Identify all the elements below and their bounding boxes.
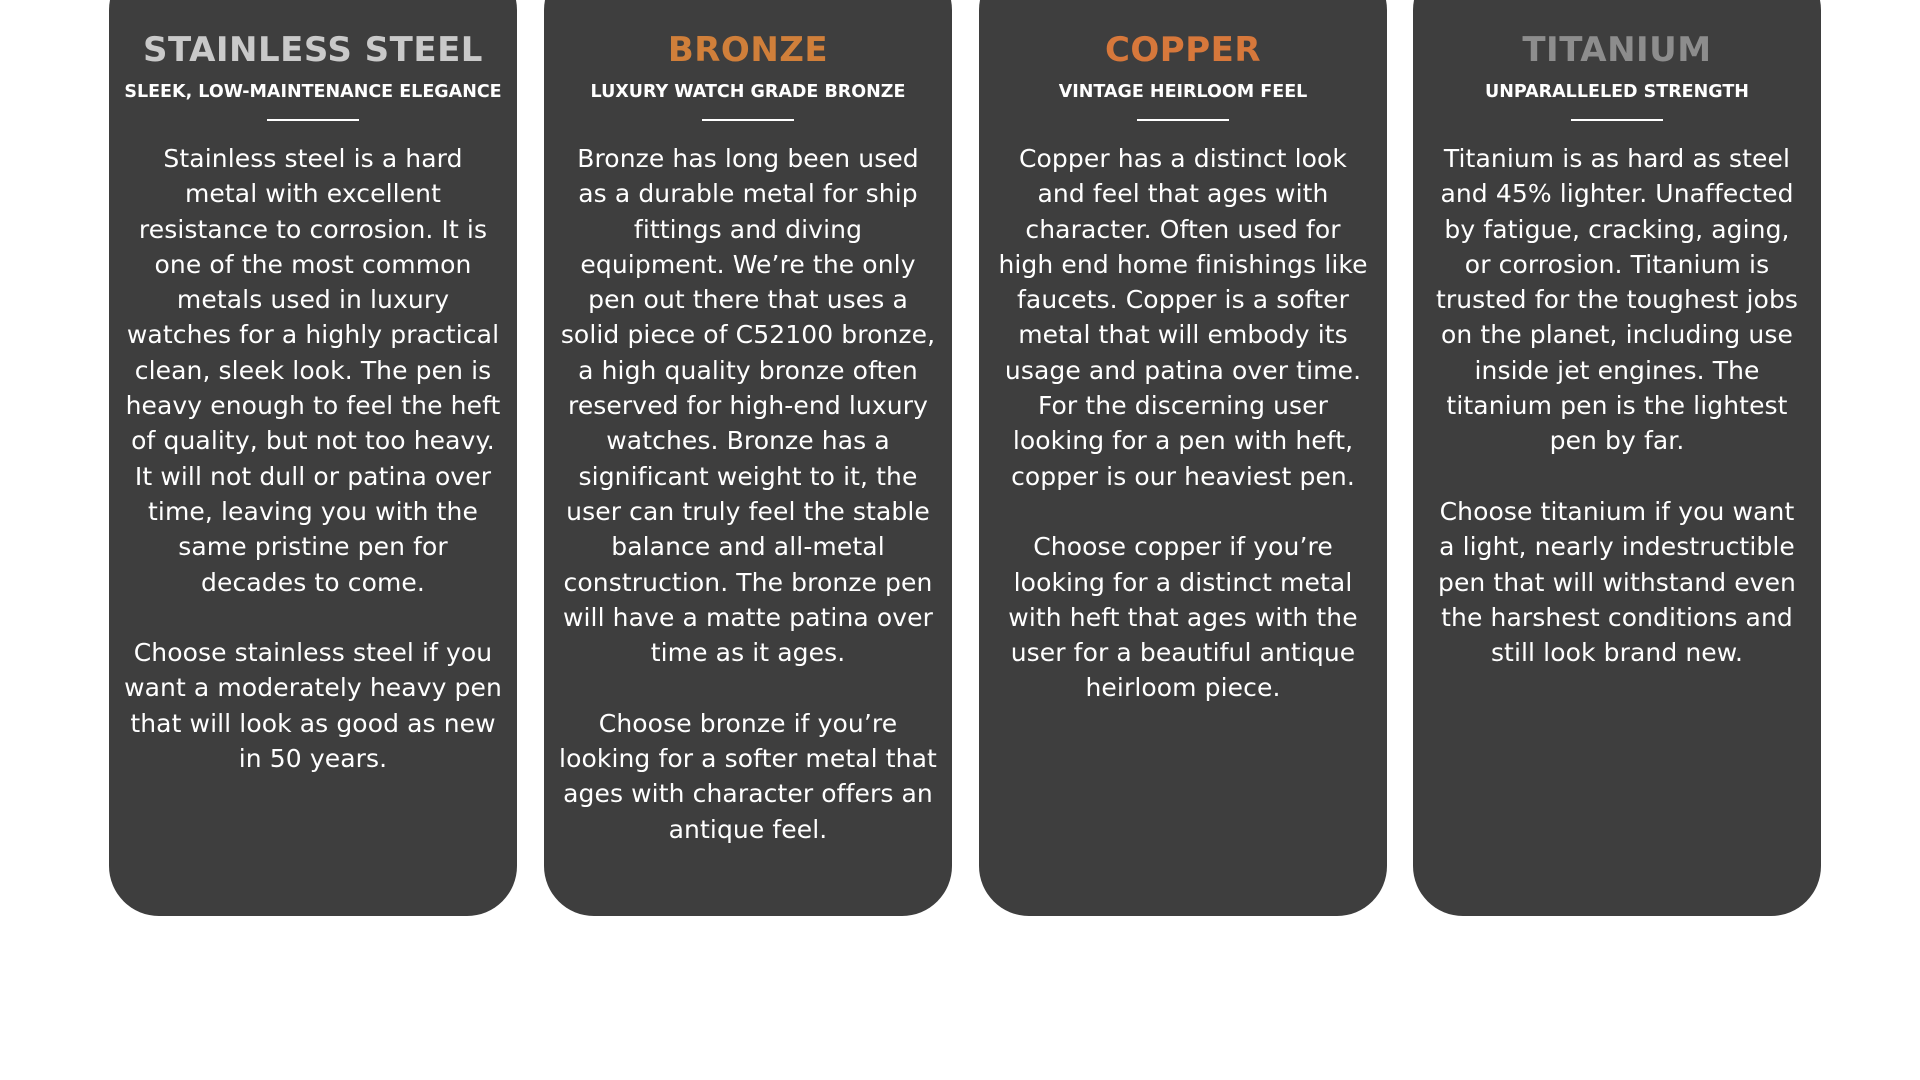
card-recommendation-stainless-steel: Choose stainless steel if you want a moderately heavy pen that will look as good as new in 50 years.	[124, 638, 502, 774]
card-description-titanium: Titanium is as hard as steel and 45% lighter. Unaffected by fatigue, cracking, aging, or corrosion. Titanium is trusted for the toughest jobs on the planet, including use inside jet engines. The titanium pen is the lightest pen by far.	[1435, 144, 1799, 456]
card-description-bronze: Bronze has long been used as a durable metal for ship fittings and diving equipment. We’re the only pen out there that uses a solid piece of C52100 bronze, a high quality bronze often reserved for high-end luxury watches. Bronze has a significant weight to it, the user can truly feel the stable balance and all-metal construction. The bronze pen will have a matte patina over time as it ages.	[560, 144, 936, 668]
card-title-titanium: TITANIUM	[1522, 30, 1712, 70]
card-body-titanium	[1428, 141, 1806, 670]
card-recommendation-titanium: Choose titanium if you want a light, nearly indestructible pen that will withstand even the harshest conditions and still look brand new.	[1437, 496, 1797, 668]
card-body-stainless-steel	[124, 141, 502, 776]
card-subtitle-bronze: LUXURY WATCH GRADE BRONZE	[590, 82, 906, 102]
card-title-stainless-steel: STAINLESS STEEL	[143, 30, 483, 70]
divider	[1137, 119, 1229, 121]
card-description-stainless-steel: Stainless steel is a hard metal with excellent resistance to corrosion. It is one of the most common metals used in luxury watches for a highly practical clean, sleek look. The pen is heavy enough to feel the heft of quality, but not too heavy. It will not dull or patina over time, leaving you with the same pristine pen for decades to come.	[125, 144, 501, 597]
card-copper	[979, 0, 1387, 916]
card-body-bronze	[559, 141, 937, 847]
divider	[1571, 119, 1663, 121]
card-title-copper: COPPER	[1104, 30, 1262, 70]
card-titanium	[1413, 0, 1821, 916]
card-body-copper	[994, 141, 1372, 706]
card-stainless-steel	[109, 0, 517, 916]
card-title-bronze: BRONZE	[667, 30, 829, 70]
divider	[702, 119, 794, 121]
card-bronze	[544, 0, 952, 916]
card-subtitle-titanium: UNPARALLELED STRENGTH	[1485, 82, 1749, 102]
card-recommendation-copper: Choose copper if you’re looking for a distinct metal with heft that ages with the user for a beautiful antique heirloom piece.	[1008, 532, 1358, 703]
metal-comparison-cards	[109, 0, 1821, 916]
card-description-copper: Copper has a distinct look and feel that ages with character. Often used for high end home finishings like faucets. Copper is a softer metal that will embody its usage and patina over time. For the discerning user looking for a pen with heft, copper is our heaviest pen.	[998, 144, 1368, 491]
card-subtitle-stainless-steel: SLEEK, LOW-MAINTENANCE ELEGANCE	[124, 82, 502, 102]
card-subtitle-copper: VINTAGE HEIRLOOM FEEL	[1058, 82, 1308, 102]
divider	[267, 119, 359, 121]
card-recommendation-bronze: Choose bronze if you’re looking for a softer metal that ages with character offers an antique feel.	[559, 708, 937, 844]
